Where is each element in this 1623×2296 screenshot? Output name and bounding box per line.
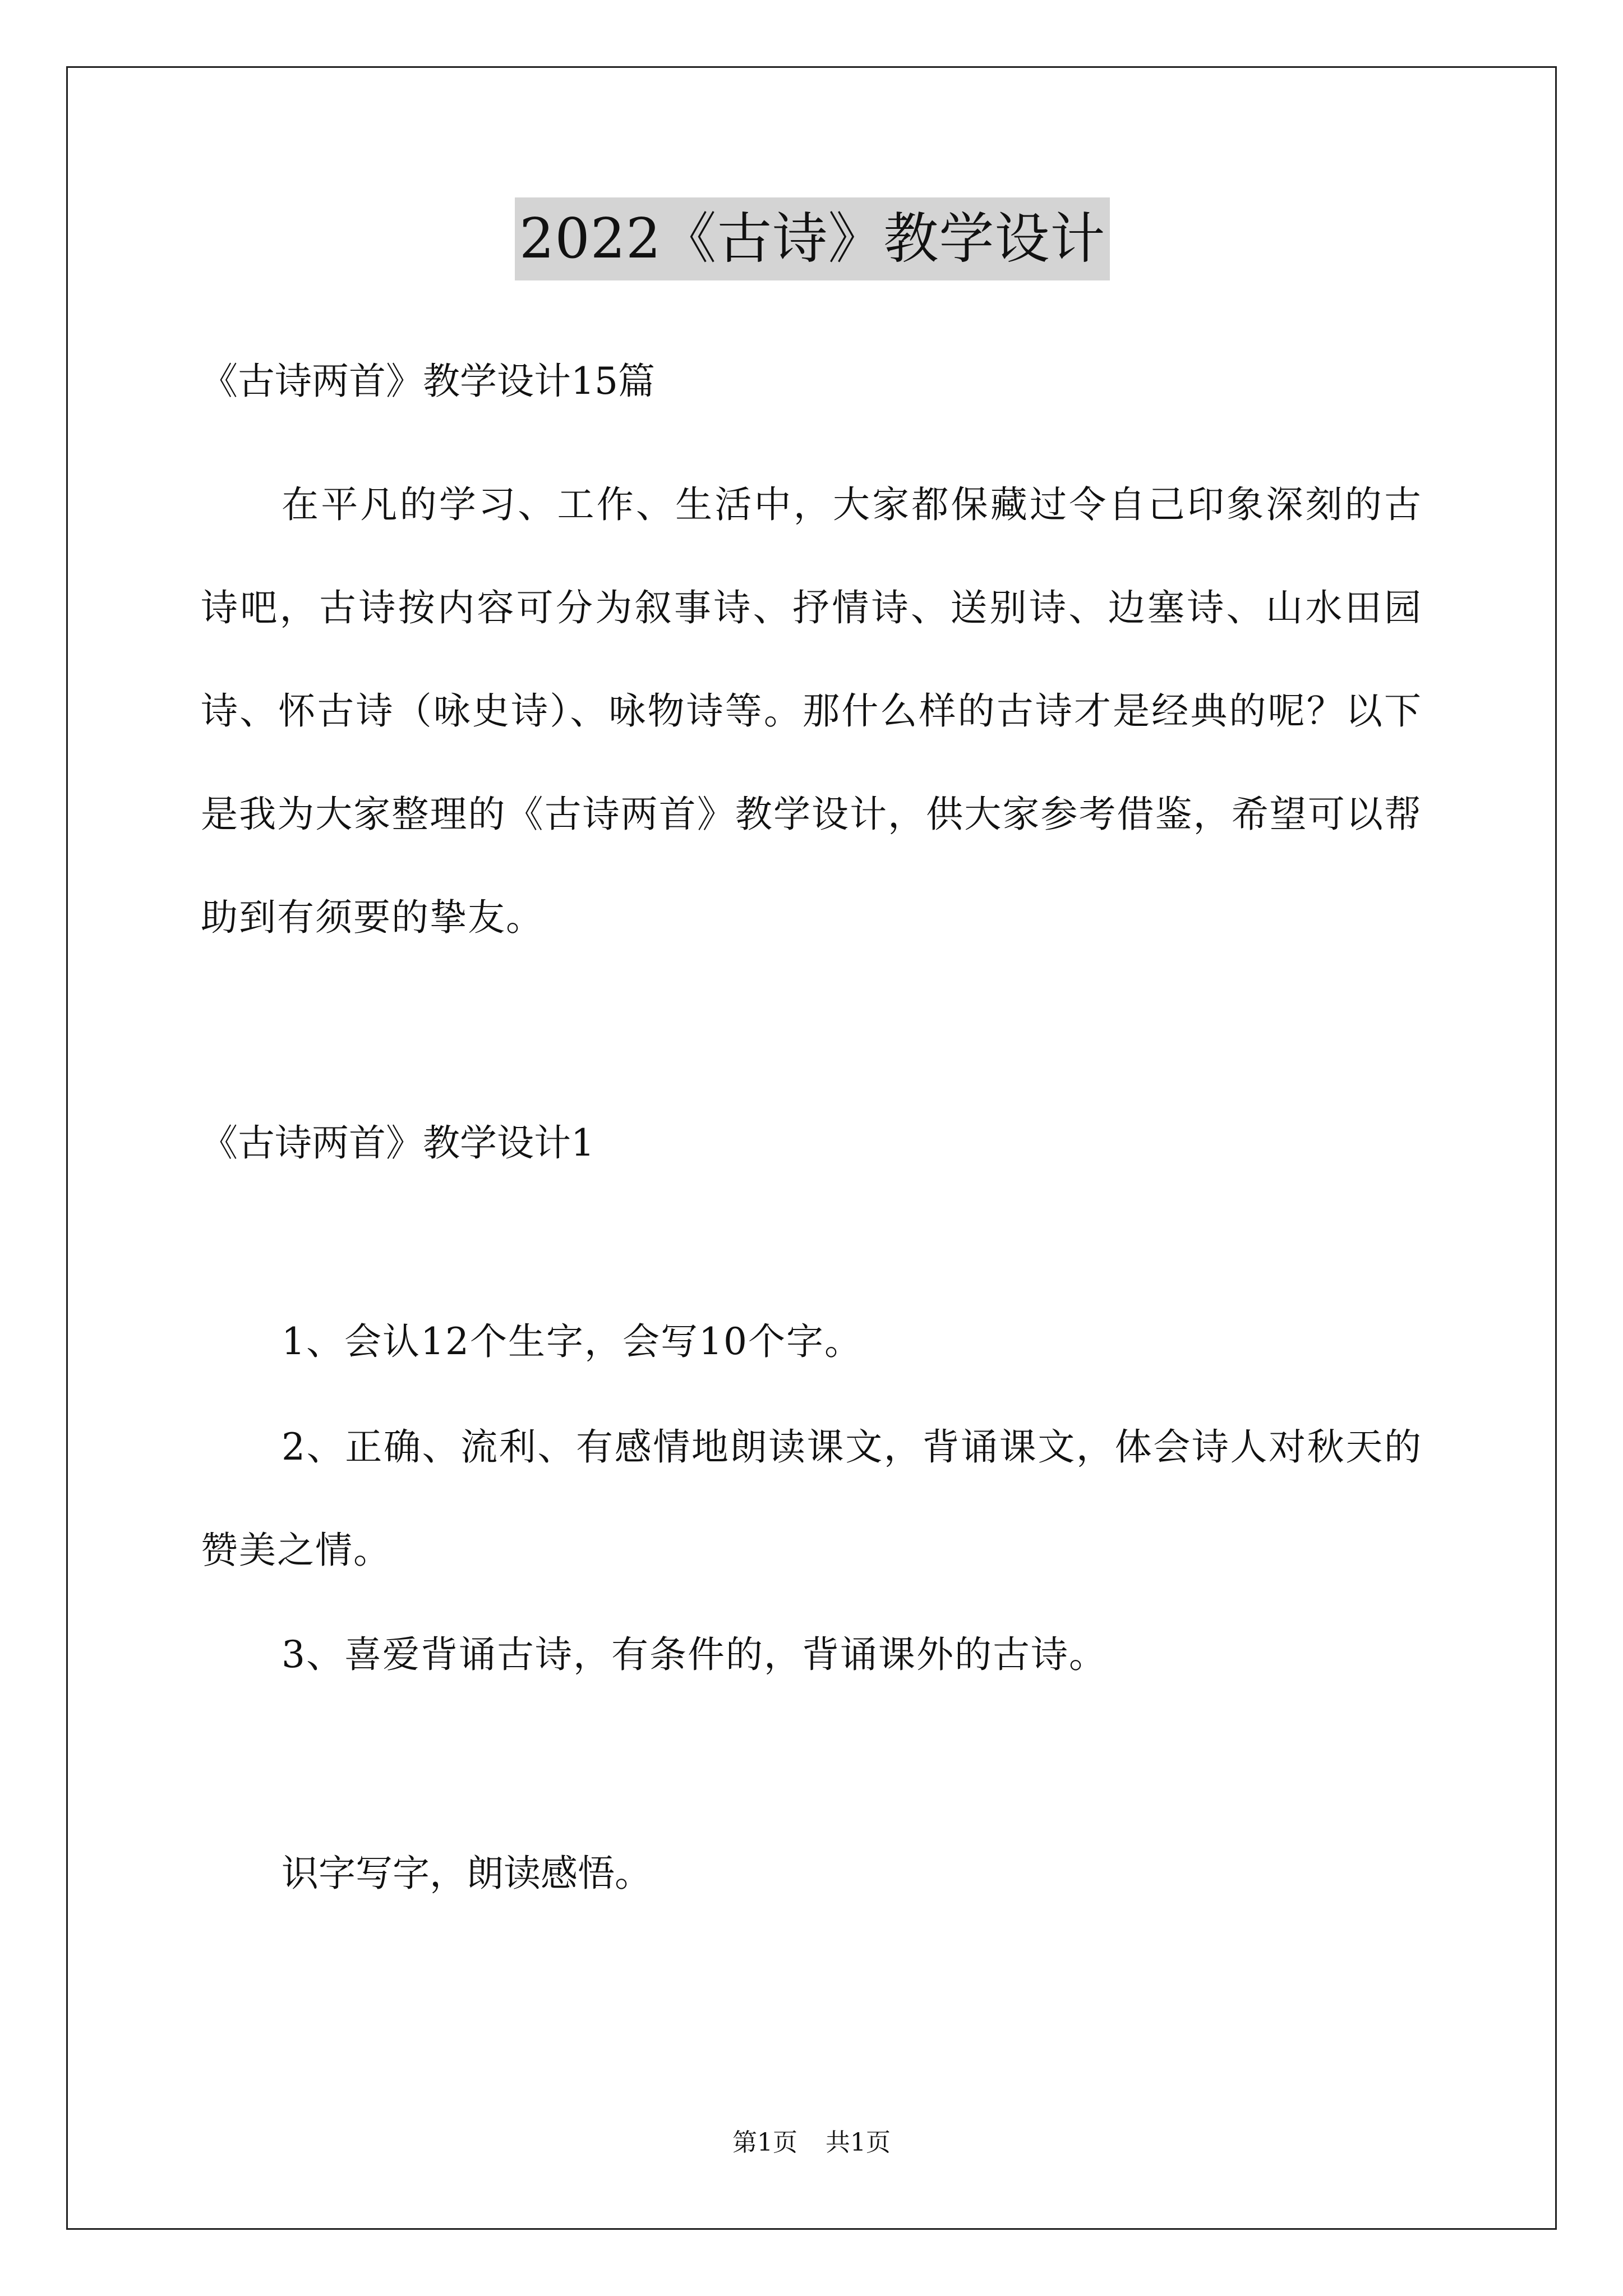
intro-paragraph: 在平凡的学习、工作、生活中，大家都保藏过令自己印象深刻的古诗吧，古诗按内容可分为叙事诗、抒情诗、送别诗、边塞诗、山水田园诗、怀古诗（咏史诗）、咏物诗等。那什么样的古诗才是经典的呢？以下是我为大家整理的《古诗两首》教学设计，供大家参考借鉴，希望可以帮助到有须要的挚友。 (201, 483, 1422, 939)
goal-item: 3、喜爱背诵古诗，有条件的，背诵课外的古诗。 (282, 1633, 1107, 1676)
document-title: 2022《古诗》教学设计 (515, 197, 1110, 280)
document-subtitle: 《古诗两首》教学设计15篇 (201, 360, 655, 403)
page-number: 第1页 (732, 2128, 797, 2157)
page-total: 共1页 (826, 2128, 891, 2157)
goal-item: 1、会认12个生字，会写10个字。 (282, 1320, 863, 1363)
goal-item: 2、正确、流利、有感情地朗读课文，背诵课文，体会诗人对秋天的赞美之情。 (201, 1425, 1422, 1572)
section-heading: 《古诗两首》教学设计1 (201, 1121, 594, 1165)
teaching-focus: 识字写字，朗读感悟。 (282, 1852, 652, 1895)
page-footer (0, 2126, 1623, 2160)
